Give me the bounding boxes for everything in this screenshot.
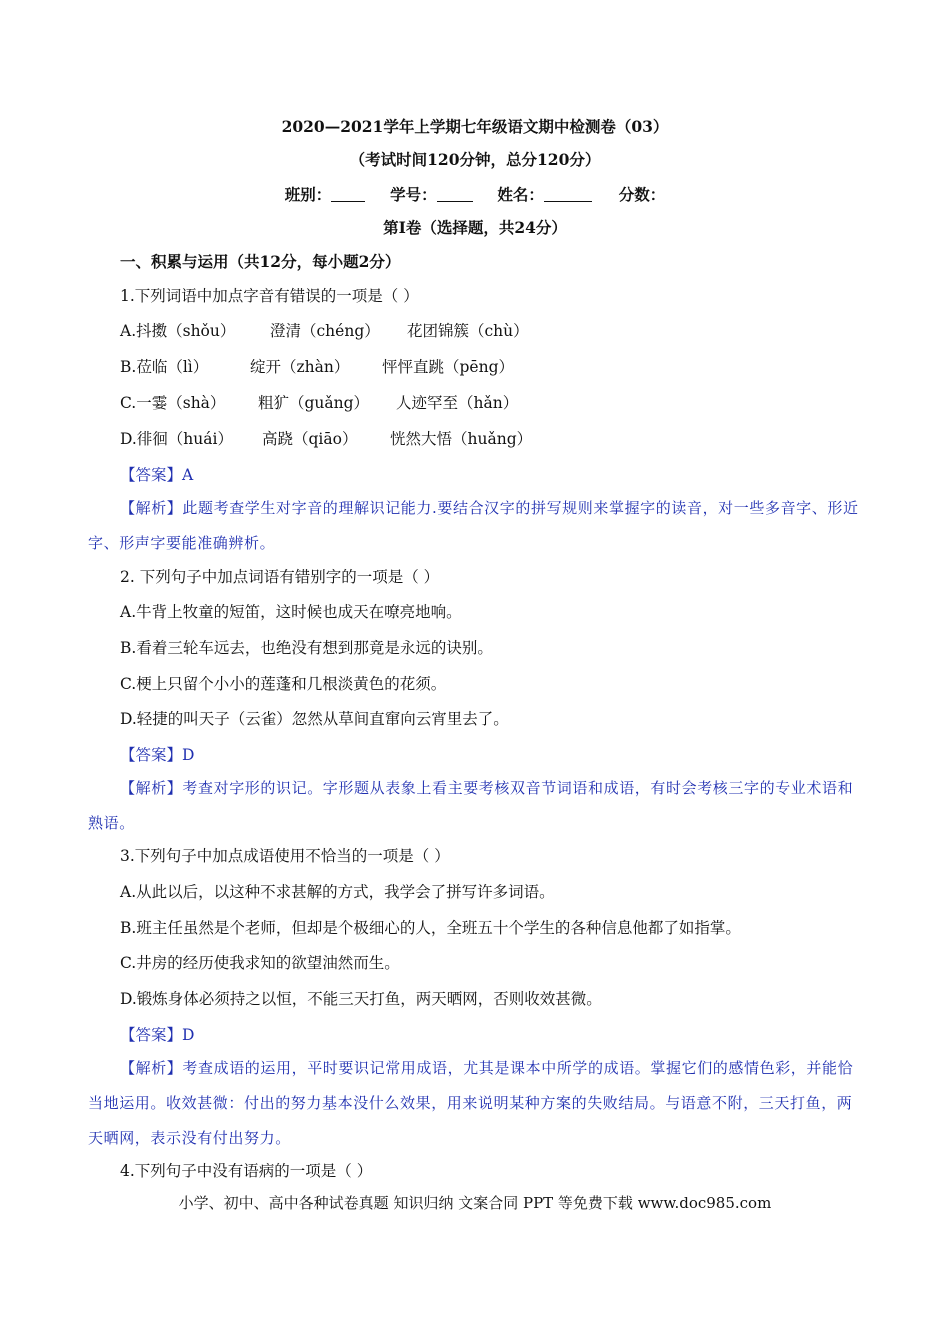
question-2-analysis: 【解析】考查对字形的识记。字形题从表象上看主要考核双音节词语和成语，有时会考核三字的专业术语和熟语。 [88,779,854,832]
option-item: A.抖擞（shǒu） [120,322,236,340]
question-3-option-c: C.井房的经历使我求知的欲望油然而生。 [120,954,400,972]
name-blank [544,185,592,202]
page-footer: 小学、初中、高中各种试卷真题 知识归纳 文案合同 PPT 等免费下载 www.doc985.com [178,1194,772,1212]
question-2-answer: 【答案】D [120,746,195,764]
question-3-analysis: 【解析】考查成语的运用，平时要识记常用成语，尤其是课本中所学的成语。掌握它们的感情色彩，并能恰当地运用。收效甚微：付出的努力基本没什么效果，用来说明某种方案的失败结局。与语意不附，三天打鱼，两天晒网，表示没有付出努力。 [88,1059,854,1147]
option-item: C.一霎（shà） [120,394,226,412]
class-blank [331,185,365,202]
question-1-option-c [120,392,518,414]
question-2-option-d: D.轻捷的叫天子（云雀）忽然从草间直窜向云宵里去了。 [120,710,509,728]
question-1-option-a [120,320,529,342]
question-2-option-c: C.梗上只留个小小的莲蓬和几根淡黄色的花须。 [120,675,447,693]
question-1-stem: 1.下列词语中加点字音有错误的一项是（ ） [120,287,419,305]
question-4-stem: 4.下列句子中没有语病的一项是（ ） [120,1162,373,1180]
volume-heading: 第Ⅰ卷（选择题，共24分） [383,218,567,237]
question-3-stem: 3.下列句子中加点成语使用不恰当的一项是（ ） [120,847,450,865]
question-3-option-d: D.锻炼身体必须持之以恒，不能三天打鱼，两天晒网，否则收效甚微。 [120,990,602,1008]
option-item: B.莅临（lì） [120,358,209,376]
exam-subtitle: （考试时间120分钟，总分120分） [349,150,601,169]
option-item: 恍然大悟（huǎng） [390,430,533,448]
question-3-option-b: B.班主任虽然是个老师，但却是个极细心的人，全班五十个学生的各种信息他都了如指掌。 [120,919,741,937]
question-2-option-a: A.牛背上牧童的短笛，这时候也成天在嘹亮地响。 [120,603,462,621]
student-id-blank [437,185,473,202]
question-3-answer: 【答案】D [120,1026,195,1044]
question-2-stem: 2. 下列句子中加点词语有错别字的一项是（ ） [120,568,440,586]
class-label: 班别： [284,185,332,204]
option-item: 人迹罕至（hǎn） [396,394,519,412]
option-item: D.徘徊（huái） [120,430,233,448]
student-id-label: 学号： [390,185,437,204]
option-item: 怦怦直跳（pēng） [382,358,515,376]
question-3-option-a: A.从此以后，以这种不求甚解的方式，我学会了拼写许多词语。 [120,883,555,901]
question-2-option-b: B.看着三轮车远去，也绝没有想到那竟是永远的诀别。 [120,639,493,657]
option-item: 粗犷（guǎng） [258,394,370,412]
section-heading: 一、积累与运用（共12分，每小题2分） [120,252,401,271]
name-label: 姓名： [497,185,544,204]
exam-title: 2020—2021学年上学期七年级语文期中检测卷（03） [281,117,669,136]
student-info-line [0,184,950,206]
option-item: 花团锦簇（chù） [407,322,529,340]
question-1-option-b [120,356,514,378]
option-item: 高跷（qiāo） [262,430,358,448]
question-1-answer: 【答案】A [120,466,194,484]
score-label: 分数： [618,185,666,204]
question-1-analysis: 【解析】此题考查学生对字音的理解识记能力.要结合汉字的拼写规则来掌握字的读音，对一些多音字、形近字、形声字要能准确辨析。 [88,499,859,552]
question-1-option-d [120,428,532,450]
option-item: 绽开（zhàn） [250,358,350,376]
option-item: 澄清（chéng） [270,322,380,340]
